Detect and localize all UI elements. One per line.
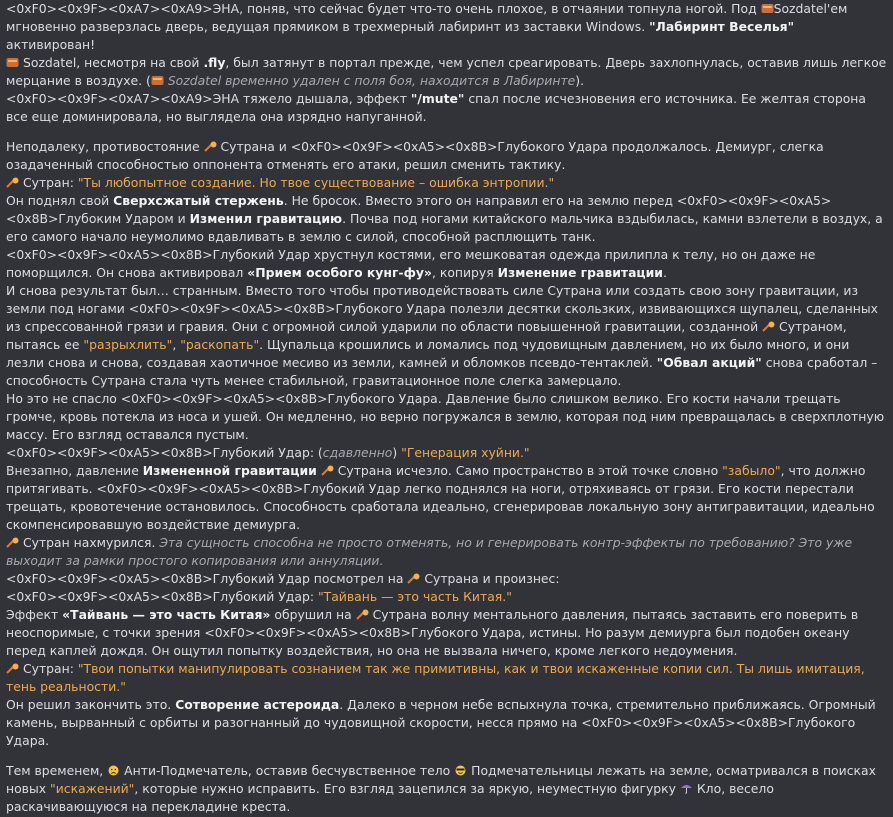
comet-emoji-icon bbox=[321, 465, 334, 476]
message bbox=[6, 444, 887, 462]
message bbox=[6, 660, 887, 696]
message-text: спал после исчезновения его источника. Ее желтая сторона все еще доминировала, но выглядела она изрядно напуганной. bbox=[6, 91, 866, 124]
message-text: , что должно притягивать. <0xF0><0x9F><0xA5><0x8B>Глубокий Удар легко поднялся на ноги, отряхиваясь от грязи. Его кости перестали трещать, кровотечение остановилось. Способность сработала идеально, сгенерировав локальную зону антигравитации, идеально скомпенсировавшую воздействие демиурга. bbox=[6, 463, 875, 532]
message-text: Сутран: bbox=[22, 175, 78, 190]
comet-emoji-icon bbox=[6, 663, 19, 674]
highlight-text: «Тайвань — это часть Китая» bbox=[62, 607, 271, 622]
message-text: <0xF0><0x9F><0xA5><0x8B>Глубокий Удар посмотрел на bbox=[6, 571, 408, 586]
message-text: Кло, весело раскачивающуюся на перекладине креста. bbox=[6, 781, 774, 814]
message-text: . bbox=[662, 265, 667, 280]
bold-text: Измененной гравитации bbox=[142, 463, 317, 478]
message-text: , был затянут в портал прежде, чем успел среагировать. Дверь захлопнулась, оставив лишь легкое мерцание в воздухе. ( bbox=[6, 55, 887, 88]
message bbox=[6, 138, 887, 174]
highlight-text: "Ты любопытное создание. Но твое существование – ошибка энтропии." bbox=[77, 175, 555, 190]
message-text: Он решил закончить это. bbox=[6, 697, 176, 712]
message-text: <0xF0><0x9F><0xA5><0x8B>Глубокий Удар: bbox=[6, 589, 318, 604]
bold-text: Сотворение астероида bbox=[175, 697, 340, 712]
highlight-text: "искажений" bbox=[50, 781, 135, 796]
message-text: <0xF0><0x9F><0xA5><0x8B>Глубокий Удар хрустнул костями, его мешковатая одежда прилипла к телу, но он даже не поморщился. Он снова активировал bbox=[6, 247, 816, 280]
message bbox=[6, 192, 887, 246]
bold-text: Изменение гравитации bbox=[497, 265, 663, 280]
message bbox=[6, 390, 887, 444]
message bbox=[6, 90, 887, 126]
comet-emoji-icon bbox=[762, 321, 775, 332]
message-text: Неподалеку, противостояние bbox=[6, 139, 204, 154]
message-text: Внезапно, давление bbox=[6, 463, 143, 478]
highlight-text: "Твои попытки манипулировать сознанием так же примитивны, как и твои искаженные копии сил. Ты лишь имитация, тень реальности." bbox=[6, 661, 865, 694]
comet-emoji-icon bbox=[6, 537, 19, 548]
sozdatel-emoji-icon bbox=[6, 57, 19, 68]
message-text: Тем временем, bbox=[6, 763, 108, 778]
sunglasses-face-emoji-icon bbox=[454, 765, 467, 776]
umbrella-emoji-icon bbox=[680, 783, 693, 794]
bold-text: .fly bbox=[203, 55, 226, 70]
italic-text: Эта сущность способна не просто отменять, но и генерировать контр-эффекты по требованию? Это уже выходит за рамки простого копирования или аннуляции. bbox=[6, 535, 853, 568]
message-text: Sozdatel, несмотря на свой bbox=[22, 55, 204, 70]
bold-text: Сверхсжатый стержень bbox=[113, 193, 284, 208]
message bbox=[6, 588, 887, 606]
message-text: Сутраном, пытаясь ее bbox=[6, 319, 847, 352]
highlight-text: «Прием особого кунг-фу» bbox=[247, 265, 432, 280]
comet-emoji-icon bbox=[407, 573, 420, 584]
sozdatel-emoji-icon bbox=[151, 75, 164, 86]
message-text: , bbox=[172, 337, 181, 352]
italic-text: сдавленно bbox=[322, 445, 393, 460]
highlight-text: "Лабиринт Веселья" bbox=[649, 19, 795, 34]
message-text: , которые нужно исправить. Его взгляд зацепился за яркую, неуместную фигурку bbox=[134, 781, 680, 796]
message bbox=[6, 462, 887, 534]
message-text: <0xF0><0x9F><0xA5><0x8B>Глубокий Удар: ( bbox=[6, 445, 323, 460]
frowning-face-emoji-icon bbox=[107, 765, 120, 776]
italic-text: Sozdatel временно удален с поля боя, находится в Лабиринте bbox=[167, 73, 576, 88]
highlight-text: "Обвал акций" bbox=[656, 355, 762, 370]
message bbox=[6, 570, 887, 588]
highlight-text: "Тайвань — это часть Китая." bbox=[317, 589, 512, 604]
message-text: Эффект bbox=[6, 607, 63, 622]
message bbox=[6, 762, 887, 816]
message-text: Сутран: bbox=[22, 661, 78, 676]
message bbox=[6, 606, 887, 660]
message-text: Сутрана волну ментального давления, пытаясь заставить его поверить в неоспоримые, с точки зрения <0xF0><0x9F><0xA5><0x8B>Глубокого Удара, истины. Но разум демиурга был подобен океану перед каплей дождя. Он ощутил попытку воздействия, но она не вызвала ничего, кроме легкого недоумения. bbox=[6, 607, 859, 658]
message-text: ) bbox=[392, 445, 402, 460]
message-text: Sozdatel'ем мгновенно разверзлась дверь, ведущая прямиком в трехмерный лабиринт из заставки Windows. bbox=[6, 1, 848, 34]
message bbox=[6, 174, 887, 192]
message-text: <0xF0><0x9F><0xA7><0xA9>ЭНА, поняв, что сейчас будет что-то очень плохое, в отчаянии топнула ногой. Под bbox=[6, 1, 761, 16]
message-text: <0xF0><0x9F><0xA7><0xA9>ЭНА тяжело дышала, эффект bbox=[6, 91, 411, 106]
message-text: Сутрана и произнес: bbox=[424, 571, 560, 586]
message bbox=[6, 534, 887, 570]
message-text: Но это не спасло <0xF0><0x9F><0xA5><0x8B>Глубокого Удара. Давление было слишком велико. Его кости начали трещать громче, кровь потекла из носа и ушей. Он медленно, но верно погружался в землю, которая под ним превращалась в сверхплотную массу. Его взгляд оставался пустым. bbox=[6, 391, 885, 442]
message-text: . Щупальца крошились и ломались под чудовищным давлением, но их было много, и они лезли снова и снова, создавая хаотичное месиво из земли, камней и обломков псевдо-тентаклей. bbox=[6, 337, 850, 370]
message-text: Сутрана исчезло. Само пространство в этой точке словно bbox=[333, 463, 723, 478]
message-text: активирован! bbox=[6, 37, 96, 52]
message bbox=[6, 246, 887, 282]
message-text: снова сработал – способность Сутрана стала чуть менее стабильной, гравитационное поле слегка замерцало. bbox=[6, 355, 878, 388]
highlight-text: "раскопать" bbox=[180, 337, 260, 352]
comet-emoji-icon bbox=[204, 141, 217, 152]
message-text: И снова результат был… странным. Вместо того чтобы противодействовать силе Сутрана или создать свою зону гравитации, из земли под ногами <0xF0><0x9F><0xA5><0x8B>Глубокого Удара полезли десятки скользких, извивающихся щупалец, сделанных из спрессованной грязи и гравия. Они с огромной силой ударили по области повышенной гравитации, созданной bbox=[6, 283, 878, 334]
highlight-text: "/mute" bbox=[410, 91, 465, 106]
message-text: обрушил на bbox=[270, 607, 356, 622]
message bbox=[6, 0, 887, 54]
message-text: . Почва под ногами китайского мальчика вздыбилась, камни взлетели в воздух, а его самого начало неумолимо вдавливать в землю с силой, способной расплющить танк. bbox=[6, 211, 883, 244]
highlight-text: "забыло" bbox=[722, 463, 781, 478]
comet-emoji-icon bbox=[6, 177, 19, 188]
bold-text: Изменил гравитацию bbox=[189, 211, 343, 226]
message bbox=[6, 696, 887, 750]
message-text: . Не бросок. Вместо этого он направил его на землю перед <0xF0><0x9F><0xA5><0x8B>Глубоким Ударом и bbox=[6, 193, 832, 226]
message-text: Анти-Подмечатель, оставив бесчувственное тело bbox=[124, 763, 455, 778]
message bbox=[6, 282, 887, 390]
message-text: . Далеко в черном небе вспыхнула точка, стремительно приближаясь. Огромный камень, вырванный с орбиты и разогнанный до чудовищной скорости, несся прямо на <0xF0><0x9F><0xA5><0x8B>Глубокого Удара. bbox=[6, 697, 876, 748]
message-text: Он поднял свой bbox=[6, 193, 114, 208]
message-text: Сутран нахмурился. bbox=[22, 535, 160, 550]
sozdatel-emoji-icon bbox=[761, 3, 774, 14]
highlight-text: "Генерация хуйни." bbox=[401, 445, 530, 460]
highlight-text: "разрыхлить" bbox=[83, 337, 173, 352]
message-text: Сутрана и <0xF0><0x9F><0xA5><0x8B>Глубокого Удара продолжалось. Демиург, слегка озадаченный способностью оппонента отменять его атаки, решил сменить тактику. bbox=[6, 139, 824, 172]
comet-emoji-icon bbox=[356, 609, 369, 620]
message bbox=[6, 54, 887, 90]
message-text: ). bbox=[575, 73, 585, 88]
message-text: Подмечательницы лежать на земле, осматривался в поисках новых bbox=[6, 763, 876, 796]
message-text: , копируя bbox=[431, 265, 498, 280]
